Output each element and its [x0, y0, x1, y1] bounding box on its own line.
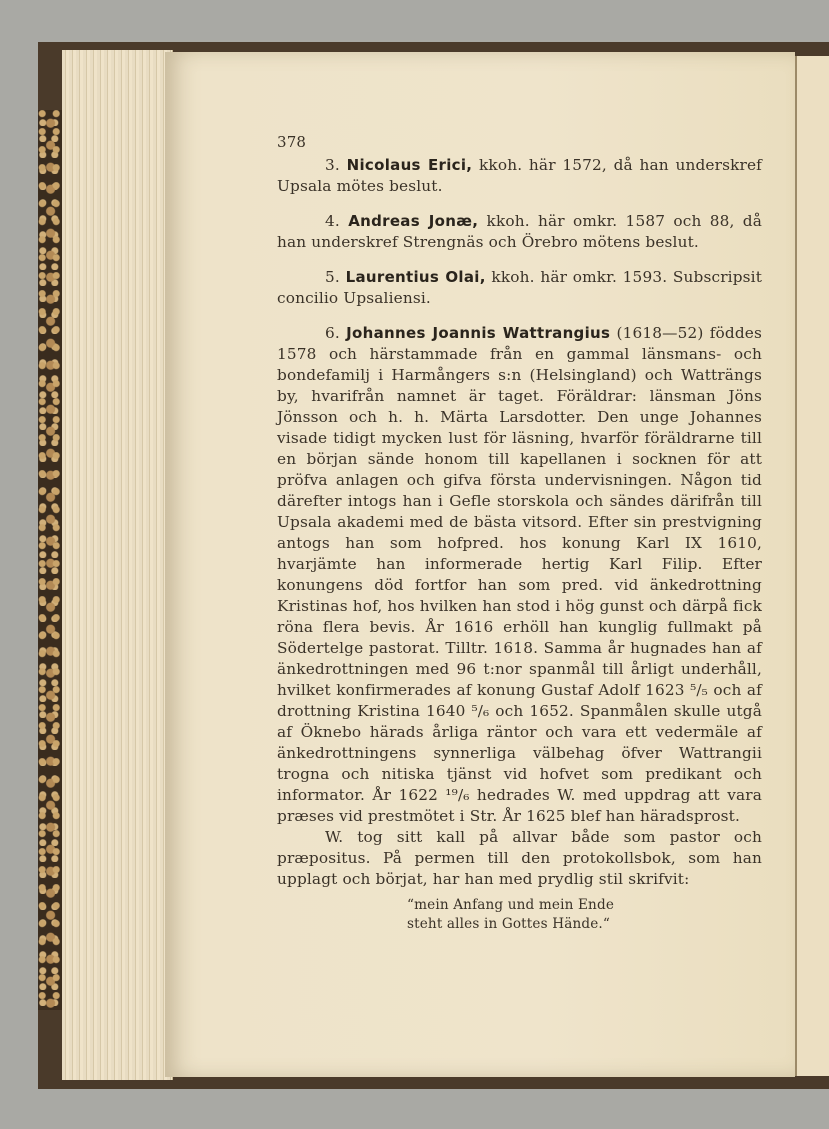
page-number: 378	[277, 133, 307, 151]
entry-6	[277, 323, 762, 827]
entry-5	[277, 267, 762, 309]
page-edges	[62, 50, 173, 1080]
entry-name: Nicolaus Erici,	[346, 156, 473, 174]
german-quote	[407, 896, 762, 934]
entry-text: (1618—52) föddes 1578 och härstammade från en gammal länsmans- och bondefamilj i Harmångers s:n (Helsingland) och Watträngs by, hvarifrån namnet är taget. Föräldrar: länsman Jöns Jönsson och h. h. Märta Larsdotter. Den unge Johannes visade tidigt mycken lust för läsning, hvarför föräldrarne till en början sände honom till kapellanen i socknen för att pröfva anlagen och gifva första undervisningen. Någon tid därefter intogs han i Gefle storskola och sändes därifrån till Upsala akademi med de bästa vitsord. Efter sin prestvigning antogs han som hofpred. hos konung Karl IX 1610, hvarjämte han informerade hertig Karl Filip. Efter konungens död fortfor han som pred. vid änkedrottning Kristinas hof, hos hvilken han stod i hög gunst och därpå fick röna flera bevis. År 1616 erhöll han kunglig fullmakt på Södertelge pastorat. Tilltr. 1618. Samma år hugnades han af änkedrottningen med 96 t:nor spanmål till årligt underhåll, hvilket konfirmerades af konung Gustaf Adolf 1623 ⁵/₅ och af drottning Kristina 1640 ⁵/₆ och 1652. Spanmålen skulle utgå af Öknebo härads årliga räntor och vara ett vedermäle af änkedrottningens synnerliga välbehag öfver Wattrangii trogna och nitiska tjänst vid hofvet som predikant och informator. År 1622 ¹⁹/₆ hedrades W. med uppdrag att vara præses vid prestmötet i Str. År 1625 blef han häradsprost.	[277, 324, 762, 825]
entry-text: kkoh. här omkr. 1587 och 88, då han underskref Strengnäs och Örebro mötens beslut.	[277, 212, 763, 251]
entry-4	[277, 211, 762, 253]
entry-number: 5.	[325, 268, 340, 286]
closing-paragraph: W. tog sitt kall på allvar både som pastor och præpositus. På permen till den protokollsbok, som han upplagt och börjat, har han med prydlig stil skrifvit:	[277, 828, 762, 888]
entry-name: Johannes Joannis Wattrangius	[346, 324, 611, 342]
marbled-cover-edge	[38, 110, 64, 1010]
entry-name: Laurentius Olai,	[345, 268, 486, 286]
quote-line-2: steht alles in Gottes Hände.“	[407, 916, 610, 932]
entry-number: 4.	[325, 212, 340, 230]
entry-number: 6.	[325, 324, 340, 342]
entry-text: kkoh. här 1572, då han underskref Upsala mötes beslut.	[277, 156, 762, 195]
entry-name: Andreas Jonæ,	[348, 212, 479, 230]
facing-page-edge	[795, 56, 829, 1076]
quote-line-1: “mein Anfang und mein Ende	[407, 897, 615, 913]
entry-text: kkoh. här omkr. 1593. Subscripsit concilio Upsaliensi.	[277, 268, 762, 307]
page-text	[277, 132, 762, 934]
entry-3	[277, 155, 762, 197]
entry-number: 3.	[325, 156, 340, 174]
